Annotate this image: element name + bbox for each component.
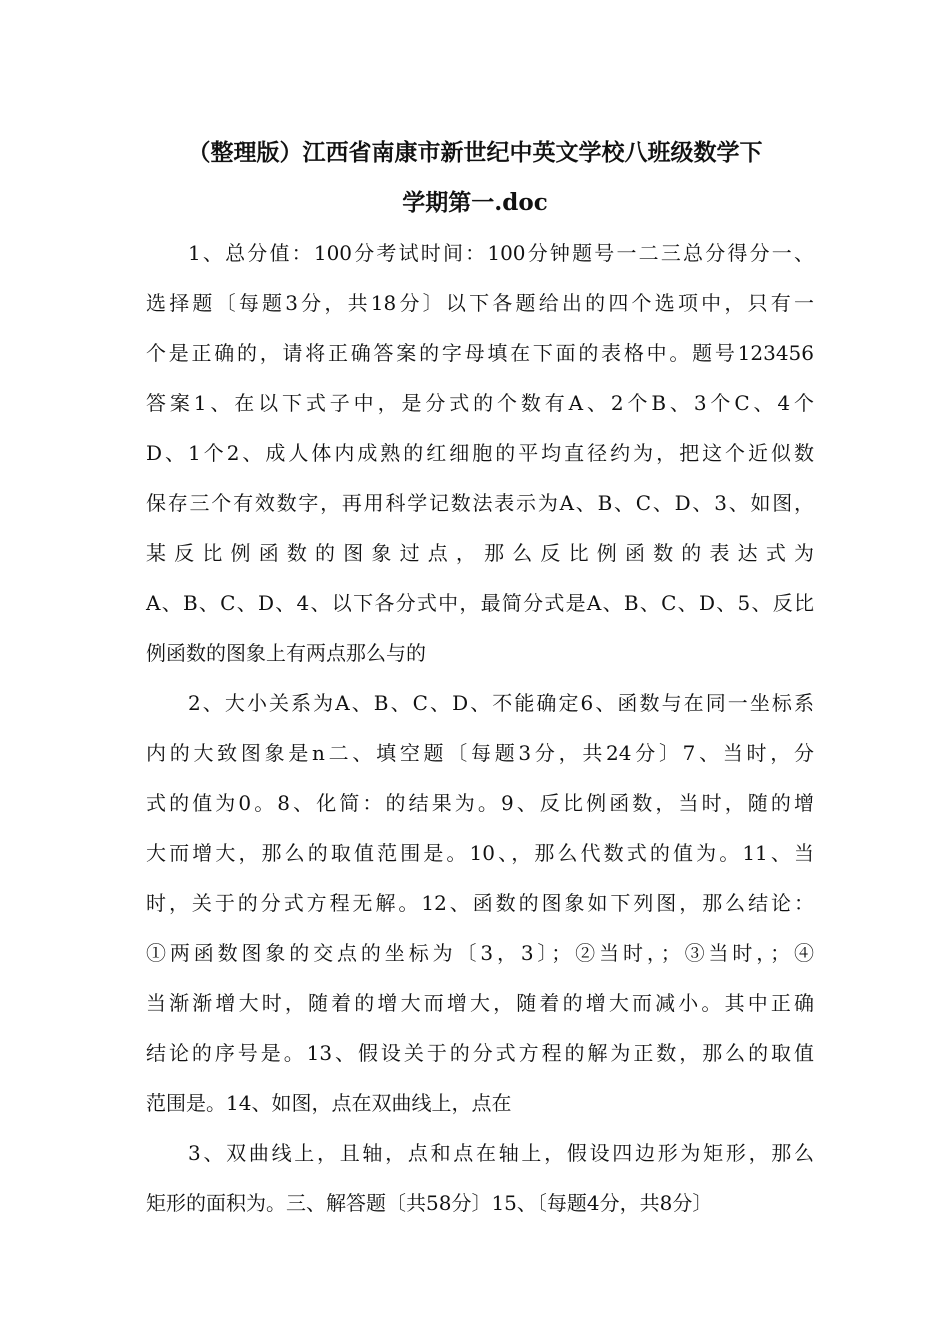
document-title-line-2: 学期第一.doc — [402, 189, 548, 216]
paragraph-2 — [146, 678, 814, 1128]
text-line: 当渐渐增大时，随着的增大而增大，随着的增大而减小。其中正确 — [146, 991, 814, 1015]
text-line: 内的大致图象是n二、填空题〔每题3分，共24分〕7、当时，分 — [146, 741, 814, 765]
text-line: 保存三个有效数字，再用科学记数法表示为A、B、C、D、3、如图， — [146, 491, 814, 515]
text-line: A、B、C、D、4、以下各分式中，最简分式是A、B、C、D、5、反比 — [146, 591, 814, 615]
text-line: 矩形的面积为。三、解答题〔共58分〕15、〔每题4分，共8分〕 — [146, 1191, 713, 1215]
text-line: 时，关于的分式方程无解。12、函数的图象如下列图，那么结论： — [146, 891, 814, 915]
text-line: 某反比例函数的图象过点，那么反比例函数的表达式为 — [146, 541, 814, 565]
text-line: 范围是。14、如图，点在双曲线上，点在 — [146, 1091, 512, 1115]
document-body — [146, 228, 814, 1228]
document-title-line-1: （整理版）江西省南康市新世纪中英文学校八班级数学下 — [187, 139, 763, 166]
paragraph-1 — [146, 228, 814, 678]
text-line: 选择题〔每题3分，共18分〕以下各题给出的四个选项中，只有一 — [146, 291, 814, 315]
text-line: 例函数的图象上有两点那么与的 — [146, 641, 426, 665]
text-line: D、1个2、成人体内成熟的红细胞的平均直径约为，把这个近似数 — [146, 441, 814, 465]
text-line: 结论的序号是。13、假设关于的分式方程的解为正数，那么的取值 — [146, 1041, 814, 1065]
text-line: 答案1、在以下式子中，是分式的个数有A、2个B、3个C、4个 — [146, 391, 814, 415]
text-line: 式的值为0。8、化简：的结果为。9、反比例函数，当时，随的增 — [146, 791, 814, 815]
text-line: 大而增大，那么的取值范围是。10、，那么代数式的值为。11、当 — [146, 841, 814, 865]
text-line: 个是正确的，请将正确答案的字母填在下面的表格中。题号123456 — [146, 341, 814, 365]
text-line: 3、双曲线上，且轴，点和点在轴上，假设四边形为矩形，那么 — [188, 1141, 814, 1165]
text-line: ①两函数图象的交点的坐标为〔3，3〕；②当时，；③当时，；④ — [146, 941, 814, 965]
text-line: 1、总分值：100分考试时间：100分钟题号一二三总分得分一、 — [188, 241, 814, 265]
text-line: 2、大小关系为A、B、C、D、不能确定6、函数与在同一坐标系 — [188, 691, 814, 715]
paragraph-3 — [146, 1128, 814, 1228]
